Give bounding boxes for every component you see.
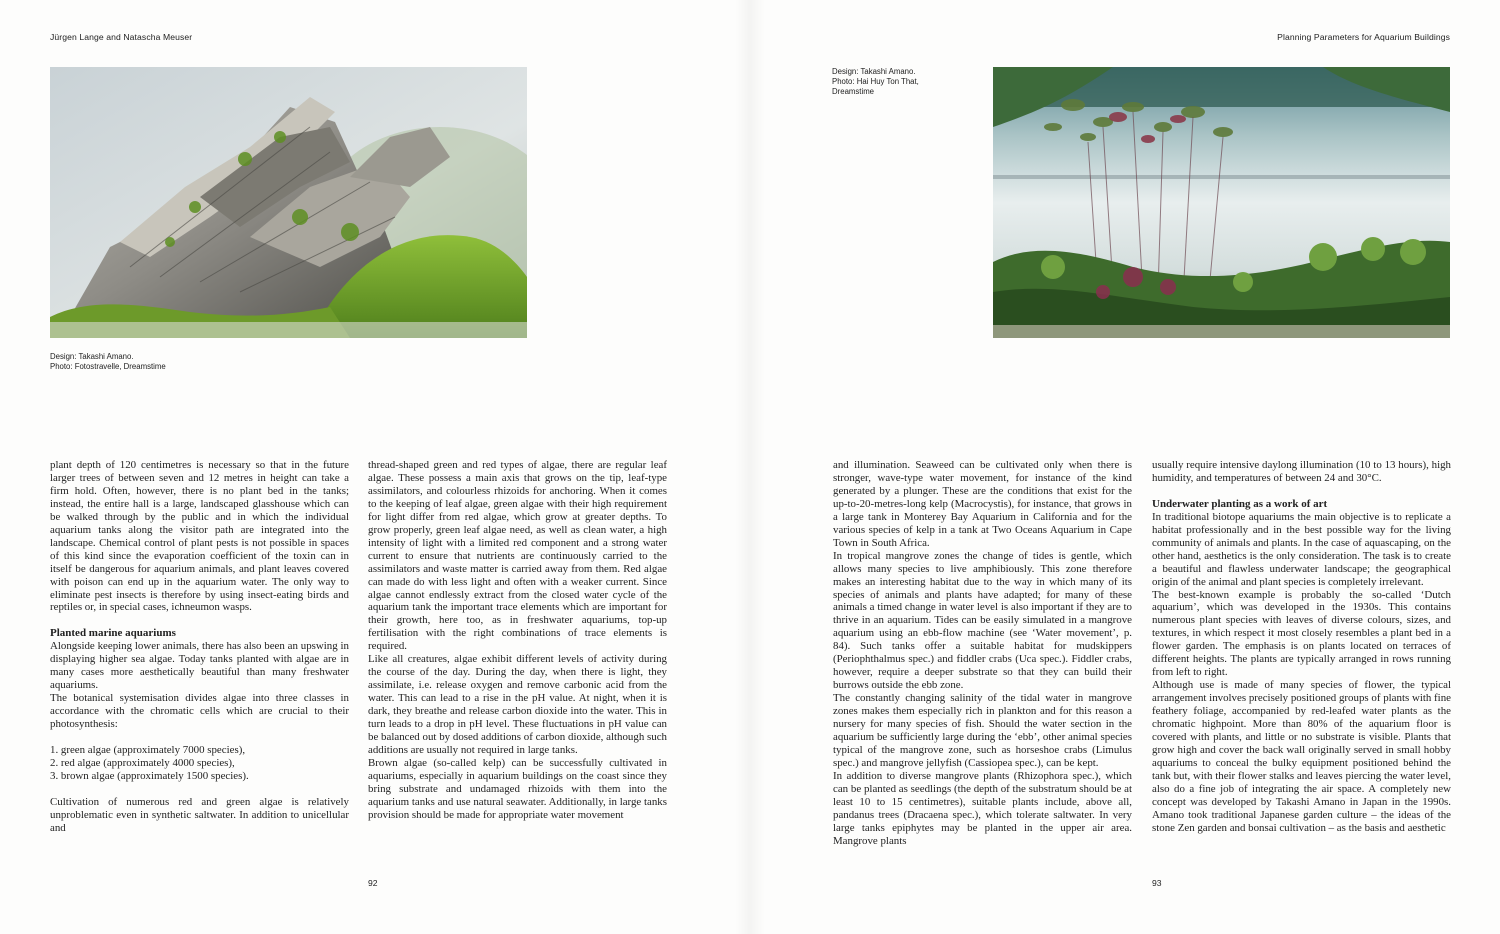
paragraph: The best-known example is probably the so-called ‘Dutch aquarium’, which was developed in the 1930s. This contains numerous plant species with leaves of diverse colours, sizes, and textures, in which respect it most closely resembles a plant bed in a flower garden. The emphasis is on plants located on terraces of different heights. The plants are typically arranged in rows running from left to right. — [1152, 588, 1451, 679]
algae-class-list — [50, 744, 349, 783]
caption-line: Photo: Fotostravelle, Dreamstime — [50, 362, 166, 371]
text-column-3 — [833, 459, 1132, 848]
list-item: 1. green algae (approximately 7000 species), — [50, 743, 246, 756]
aquascape-waterlily-photo-icon — [993, 67, 1450, 338]
paragraph: Like all creatures, algae exhibit different levels of activity during the course of the day. During the day, when there is light, they assimilate, i.e. release oxygen and remove carbonic acid from the water. This can lead to a rise in the pH value. At night, when it is dark, they breathe and release carbon dioxide into the water. This in turn leads to a drop in pH level. These fluctuations in pH value can be balanced out by dosed additions of carbon dioxide, although such additions are usually not required in large tanks. — [368, 653, 667, 756]
paragraph: and illumination. Seaweed can be cultivated only when there is stronger, wave-type water movement, for instance of the kind generated by a plunger. These are the conditions that exist for the up-to-20-metres-long kelp (Macrocystis), for instance, that grows in a large tank in Monterey Bay Aquarium in California and for the various species of kelp in a tank at Two Oceans Aquarium in Cape Town in South Africa. — [833, 459, 1132, 549]
text-column-2 — [368, 459, 667, 822]
list-item: 3. brown algae (approximately 1500 species). — [50, 769, 249, 782]
caption-line: Dreamstime — [832, 87, 875, 96]
paragraph: Brown algae (so-called kelp) can be successfully cultivated in aquariums, especially in aquarium buildings on the coast since they bring substrate and undamaged rhizoids with them into the aquarium tanks and use natural seawater. Additionally, in large tanks provision should be made for appropriate water movement — [368, 756, 667, 821]
paragraph: Cultivation of numerous red and green algae is relatively unproblematic even in synthetic saltwater. In addition to unicellular and — [50, 795, 349, 834]
aquascape-waterlily-photo — [993, 67, 1450, 338]
paragraph: plant depth of 120 centimetres is necessary so that in the future larger trees of between seven and 12 metres in height can take a firm hold. Often, however, there is no plant bed in the tanks; instead, the entire hall is a large, landscaped glasshouse which can be walked through by the public and in which the individual aquarium tanks along the visitor path are integrated into the landscape. Chemical control of plant pests is not possible in spaces of this kind since the evaporation coefficient of the toxin can in itself be dangerous for aquarium animals, and plant leaves covered with poison can end up in the aquarium water. The only way to eliminate pest insects is therefore by using insect-eating birds and reptiles or, in special cases, ichneumon wasps. — [50, 459, 349, 614]
paragraph: The botanical systemisation divides algae into three classes in accordance with the chromatic cells which are crucial to their photosynthesis: — [50, 692, 349, 731]
list-item: 2. red algae (approximately 4000 species), — [50, 756, 235, 769]
paragraph: Alongside keeping lower animals, there has also been an upswing in displaying higher sea algae. Today tanks planted with algae are in many cases more aesthetically beautiful than many freshwater aquariums. — [50, 640, 349, 692]
running-head-chapter: Planning Parameters for Aquarium Buildings — [1277, 32, 1450, 42]
paragraph: usually require intensive daylong illumination (10 to 13 hours), high humidity, and temperatures of between 24 and 30°C. — [1152, 459, 1451, 484]
aquascape-rock-photo — [50, 67, 527, 338]
text-column-4 — [1152, 459, 1451, 835]
paragraph: Although use is made of many species of flower, the typical arrangement involves precisely positioned groups of plants with fine feathery foliage, accompanied by red-leafed water plants as the chromatic highpoint. More than 80% of the aquarium floor is covered with plants, and little or no substrate is visible. Plants that grow high and cover the back wall originally served in small hobby aquariums to conceal the bulky equipment positioned behind the tank but, with their flower stalks and leaves piercing the water level, also do a fine job of integrating the air space. A completely new concept was developed by Takashi Amano in Japan in the 1990s. Amano took traditional Japanese garden culture – the ideas of the stone Zen garden and bonsai cultivation – as the basis and aesthetic — [1152, 679, 1451, 834]
section-heading: Planted marine aquariums — [50, 627, 176, 640]
page-number-left: 92 — [368, 878, 378, 888]
photo-caption-right — [832, 67, 919, 97]
photo-caption-left — [50, 352, 166, 372]
caption-line: Photo: Hai Huy Ton That, — [832, 77, 919, 86]
text-column-1 — [50, 459, 349, 835]
caption-line: Design: Takashi Amano. — [50, 352, 134, 361]
paragraph: thread-shaped green and red types of algae, there are regular leaf algae. These possess a main axis that grows on the tip, leaf-type assimilators, and colourless rhizoids for anchoring. When it comes to the keeping of leaf algae, green algae with their high requirement for light differ from red algae, which grow at greater depths. To grow properly, green leaf algae need, as well as clean water, a high intensity of light with a limited red component and a strong water current to ensure that nutrients are continuously carried to the assimilators and waste matter is carried away from them. Red algae can made do with less light and often with a weaker current. Since algae cannot endlessly extract from the closed water cycle of the aquarium tank the important trace elements which are important for their growth, here too, as in freshwater aquariums, top-up fertilisation with the right combinations of trace elements is required. — [368, 459, 667, 653]
paragraph: The constantly changing salinity of the tidal water in mangrove zones makes them especially rich in plankton and for this reason a nursery for many species of fish. Should the water section in the aquarium be sufficiently large during the ‘ebb’, other animal species typical of the mangrove zone, such as horseshoe crabs (Limulus spec.) and mangrove jellyfish (Cassiopea spec.), can be kept. — [833, 692, 1132, 769]
paragraph: In addition to diverse mangrove plants (Rhizophora spec.), which can be planted as seedlings (the depth of the substratum should be at least 10 to 15 centimetres), suitable plants include, above all, pandanus trees (Dracaena spec.), which tolerate saltwater. In very large tanks epiphytes may be planted in the upper air area. Mangrove plants — [833, 769, 1132, 847]
paragraph: In tropical mangrove zones the change of tides is gentle, which allows many species to live amphibiously. This zone therefore makes an interesting habitat due to the way in which many of its species of animals and plants have adapted; for many of these animals a timed change in water level is also important if they are to thrive in an aquarium. Tides can be easily simulated in a mangrove aquarium using an ebb-flow machine (see ‘Water movement’, p. 84). Such tanks offer a suitable habitat for mudskippers (Periophthalmus spec.) and fiddler crabs (Uca spec.). Fiddler crabs, however, require a deeper substrate so that they can build their burrows outside the ebb zone. — [833, 549, 1132, 692]
page-number-right: 93 — [1152, 878, 1162, 888]
right-page — [750, 0, 1500, 934]
section-heading: Underwater planting as a work of art — [1152, 497, 1328, 510]
running-head-authors: Jürgen Lange and Natascha Meuser — [50, 32, 193, 42]
caption-line: Design: Takashi Amano. — [832, 67, 916, 76]
aquascape-rock-photo-icon — [50, 67, 527, 338]
paragraph: In traditional biotope aquariums the main objective is to replicate a habitat professionally and in the best possible way for the living community of animals and plants. In the case of aquascaping, on the other hand, aesthetics is the only consideration. The task is to create a beautiful and flawless underwater landscape; the geographical origin of the animal and plant species is completely irrelevant. — [1152, 510, 1451, 588]
